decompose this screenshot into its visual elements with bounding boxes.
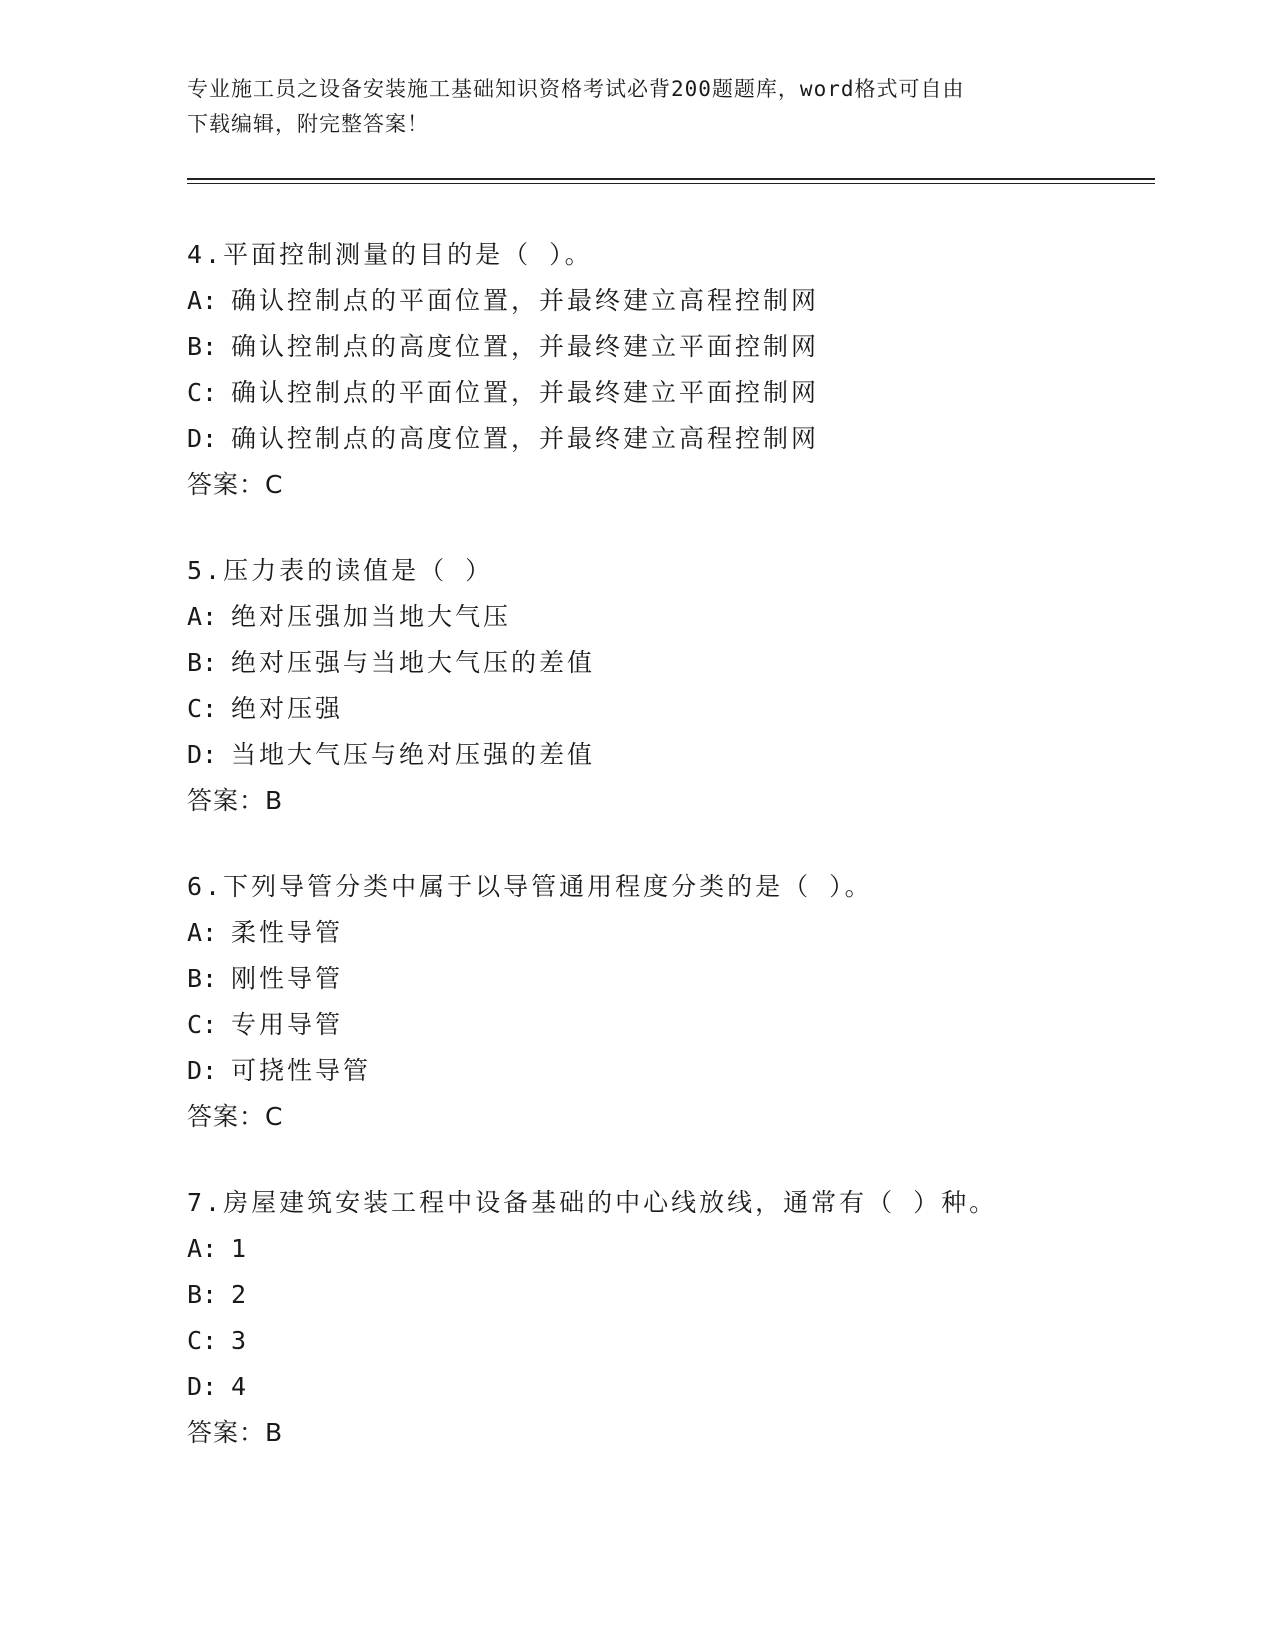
answer-line: 答案：C <box>187 1102 284 1131</box>
header-line-1: 专业施工员之设备安装施工基础知识资格考试必背200题题库，word格式可自由 <box>187 77 965 101</box>
question-7 <box>187 1180 1147 1456</box>
option-b <box>187 324 1147 370</box>
option-text: 确认控制点的高度位置，并最终建立高程控制网 <box>231 424 820 453</box>
option-d <box>187 1364 1147 1410</box>
option-letter: A: <box>187 602 218 631</box>
option-b <box>187 956 1147 1002</box>
option-letter: C: <box>187 694 218 723</box>
option-c <box>187 370 1147 416</box>
option-d <box>187 732 1147 778</box>
option-a <box>187 278 1147 324</box>
question-stem: 6.下列导管分类中属于以导管通用程度分类的是（ ）。 <box>187 872 873 901</box>
header-line-2: 下载编辑，附完整答案！ <box>187 112 429 136</box>
option-letter: D: <box>187 1056 218 1085</box>
option-b <box>187 640 1147 686</box>
option-text: 当地大气压与绝对压强的差值 <box>231 740 596 769</box>
question-6 <box>187 864 1147 1140</box>
option-text: 绝对压强与当地大气压的差值 <box>231 648 596 677</box>
option-c <box>187 1318 1147 1364</box>
option-text: 2 <box>231 1280 250 1309</box>
option-letter: B: <box>187 964 218 993</box>
option-letter: B: <box>187 1280 218 1309</box>
option-text: 可挠性导管 <box>231 1056 372 1085</box>
option-text: 1 <box>231 1234 250 1263</box>
option-letter: A: <box>187 286 218 315</box>
option-letter: D: <box>187 1372 218 1401</box>
option-text: 绝对压强 <box>231 694 344 723</box>
question-stem: 7.房屋建筑安装工程中设备基础的中心线放线，通常有（ ）种。 <box>187 1188 998 1217</box>
answer-line: 答案：B <box>187 1418 284 1447</box>
option-text: 确认控制点的高度位置，并最终建立平面控制网 <box>231 332 820 361</box>
option-a <box>187 594 1147 640</box>
option-letter: C: <box>187 378 218 407</box>
option-b <box>187 1272 1147 1318</box>
option-text: 柔性导管 <box>231 918 344 947</box>
option-letter: A: <box>187 1234 218 1263</box>
question-4 <box>187 232 1147 508</box>
document-header <box>187 72 1087 142</box>
option-letter: C: <box>187 1326 218 1355</box>
option-text: 4 <box>231 1372 250 1401</box>
question-stem: 5.压力表的读值是（ ） <box>187 556 494 585</box>
option-text: 专用导管 <box>231 1010 344 1039</box>
question-list <box>187 232 1147 1496</box>
question-stem: 4.平面控制测量的目的是（ ）。 <box>187 240 593 269</box>
option-letter: B: <box>187 332 218 361</box>
option-d <box>187 1048 1147 1094</box>
question-5 <box>187 548 1147 824</box>
option-c <box>187 686 1147 732</box>
answer-line: 答案：C <box>187 470 284 499</box>
option-letter: D: <box>187 740 218 769</box>
option-text: 确认控制点的平面位置，并最终建立平面控制网 <box>231 378 820 407</box>
option-letter: B: <box>187 648 218 677</box>
option-text: 刚性导管 <box>231 964 344 993</box>
option-letter: A: <box>187 918 218 947</box>
option-c <box>187 1002 1147 1048</box>
header-divider <box>187 178 1155 184</box>
option-letter: D: <box>187 424 218 453</box>
option-a <box>187 910 1147 956</box>
option-text: 3 <box>231 1326 250 1355</box>
option-text: 绝对压强加当地大气压 <box>231 602 512 631</box>
answer-line: 答案：B <box>187 786 284 815</box>
option-text: 确认控制点的平面位置，并最终建立高程控制网 <box>231 286 820 315</box>
option-letter: C: <box>187 1010 218 1039</box>
option-d <box>187 416 1147 462</box>
option-a <box>187 1226 1147 1272</box>
